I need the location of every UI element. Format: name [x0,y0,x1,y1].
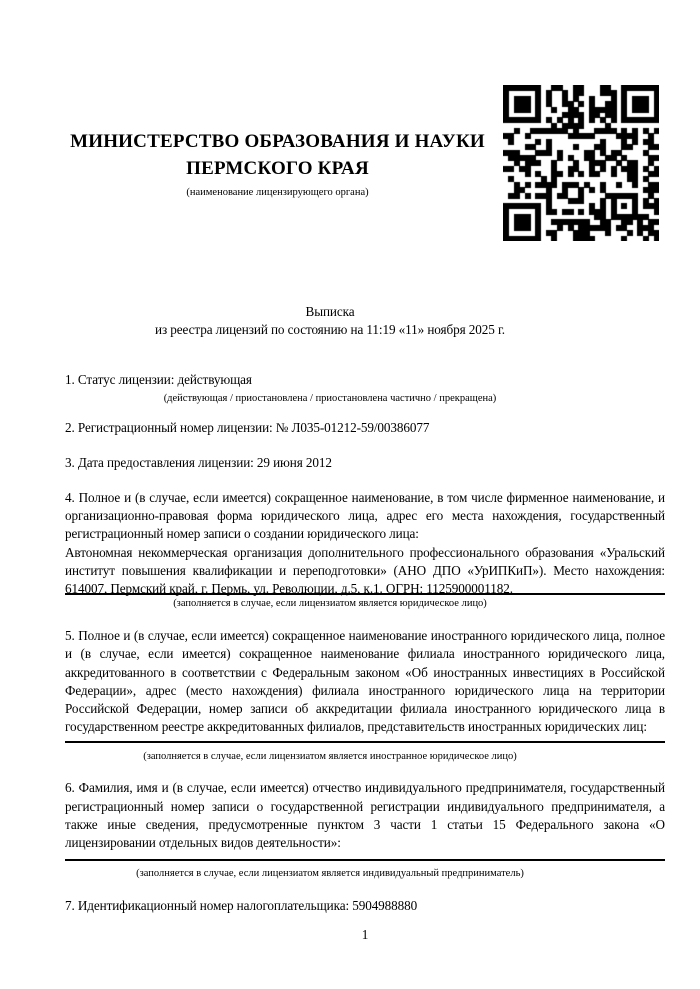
item-legal-entity [65,489,665,598]
licensing-authority-block [65,128,490,199]
item-license-status-note: (действующая / приостановлена / приостановлена частично / прекращена) [163,392,497,404]
item-entrepreneur-label: 6. Фамилия, имя и (в случае, если имеется) отчество индивидуального предпринимателя, государственный регистрационный номер записи о государственной регистрации индивидуального предпринимателя, а также иные сведения, предусмотренные пунктом 3 части 1 статьи 15 Федерального закона «О лицензировании отдельных видов деятельности»: [65,780,665,851]
page-number: 1 [361,927,369,942]
ministry-name-line1: МИНИСТЕРСТВО ОБРАЗОВАНИЯ И НАУКИ [70,131,485,152]
licensing-authority-caption: (наименование лицензирующего органа) [186,187,369,198]
item-legal-entity-note: (заполняется в случае, если лицензиатом является юридическое лицо) [173,598,487,610]
item-foreign-entity-note: (заполняется в случае, если лицензиатом является иностранное юридическое лицо) [143,751,517,763]
item-entrepreneur-note: (заполняется в случае, если лицензиатом является индивидуальный предприниматель) [136,868,524,880]
item-foreign-entity-label: 5. Полное и (в случае, если имеется) сокращенное наименование иностранного юридического лица, полное и (в случае, если имеется) сокращенное наименование филиала иностранного юридического лица, аккредитованного в соответствии с Федеральным законом «Об иностранных инвестициях в Российской Федерации», адрес (место нахождения) филиала иностранного юридического лица на территории Российской Федерации, номер записи об аккредитации филиала иностранного юридического лица в государственном реестре аккредитованных филиалов, представительств иностранных юридических лиц: [65,628,665,735]
document-title-line2: из реестра лицензий по состоянию на 11:19 «11» ноября 2025 г. [155,322,505,338]
fill-in-line-foreign-entity [65,741,665,743]
qr-code [503,85,659,241]
document-title-line1: Выписка [305,304,355,319]
item-license-status: 1. Статус лицензии: действующая [65,372,252,388]
item-registration-number: 2. Регистрационный номер лицензии: № Л035-01212-59/00386077 [65,419,430,435]
document-title [65,303,595,339]
ministry-name-line2: ПЕРМСКОГО КРАЯ [186,158,369,179]
document-body [65,303,665,915]
fill-in-line-entrepreneur [65,859,665,861]
item-grant-date: 3. Дата предоставления лицензии: 29 июня 2012 [65,454,332,470]
item-taxpayer-number: 7. Идентификационный номер налогоплательщика: 5904988880 [65,898,418,914]
item-legal-entity-label: 4. Полное и (в случае, если имеется) сокращенное наименование, в том числе фирменное наименование, и организационно-правовая форма юридического лица, адрес его места нахождения, государственный регистрационный номер записи о создании юридического лица: [65,490,665,542]
item-legal-entity-value: Автономная некоммерческая организация дополнительного профессионального образования «Уральский институт повышения квалификации и переподготовки» (АНО ДПО «УрИПКиП»). Место нахождения: 614007, Пермский край, г. Пермь, ул. Революции, д.5, к.1. ОГРН: 1125900001182. [65,544,665,597]
